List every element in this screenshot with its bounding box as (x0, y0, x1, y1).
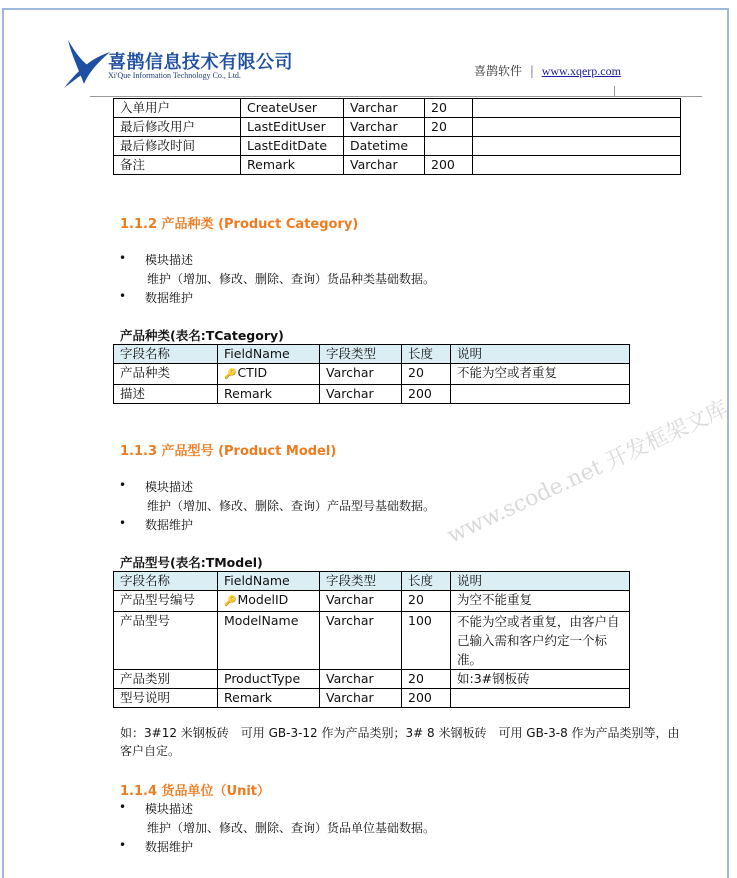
cell: 20 (402, 364, 451, 385)
cell: ModelName (218, 612, 320, 670)
header-cell: 字段类型 (320, 345, 402, 364)
section-heading-1-1-3: 1.1.3 产品型号 (Product Model) (120, 444, 337, 459)
cell: Varchar (320, 364, 402, 385)
cell: 备注 (114, 156, 241, 175)
header-cell: 字段名称 (114, 572, 218, 591)
cell (218, 591, 320, 612)
header-cell: 字段名称 (114, 345, 218, 364)
bullet-item: • 数据维护 (145, 289, 193, 306)
cell: ProductType (218, 670, 320, 689)
description-text: 维护（增加、修改、删除、查询）货品种类基础数据。 (147, 272, 436, 286)
cell: 20 (402, 591, 451, 612)
cell: 产品种类 (114, 364, 218, 385)
header-rule-tick (614, 86, 615, 97)
cell: 为空不能重复 (451, 591, 630, 612)
cell: LastEditDate (241, 137, 344, 156)
cell: 20 (425, 99, 473, 118)
header-cell: 长度 (402, 345, 451, 364)
header-cell: FieldName (218, 572, 320, 591)
cell: Varchar (344, 118, 425, 137)
cell: LastEditUser (241, 118, 344, 137)
table-title: 产品型号(表名:TModel) (120, 555, 263, 570)
cell: 最后修改用户 (114, 118, 241, 137)
cell (425, 137, 473, 156)
company-name-cn: 喜鹊信息技术有限公司 (108, 52, 293, 73)
header-right (474, 62, 621, 79)
cell (473, 118, 681, 137)
separator: | (529, 64, 534, 78)
header-rule (90, 96, 702, 97)
bullet-item: • 模块描述 (145, 251, 193, 268)
watermark: www.scode.net 开发框架文库 (443, 396, 733, 549)
table-row (114, 137, 681, 156)
header-cell: FieldName (218, 345, 320, 364)
header-cell: 字段类型 (320, 572, 402, 591)
cell-text: CTID (237, 365, 268, 380)
header-cell: 说明 (451, 345, 630, 364)
cell: Varchar (320, 591, 402, 612)
section-heading-1-1-4: 1.1.4 货品单位（Unit） (120, 784, 271, 799)
table-row (114, 385, 630, 404)
table-row (114, 612, 630, 670)
table-title: 产品种类(表名:TCategory) (120, 328, 284, 343)
table-row (114, 156, 681, 175)
company-name-en: Xi'Que Information Technology Co., Ltd. (108, 71, 241, 80)
cell (473, 156, 681, 175)
bullet-item: • 模块描述 (145, 800, 193, 817)
table-continued (113, 98, 681, 175)
table-row (114, 670, 630, 689)
cell: Remark (241, 156, 344, 175)
section-heading-1-1-2: 1.1.2 产品种类 (Product Category) (120, 217, 359, 232)
cell (451, 385, 630, 404)
cell: 描述 (114, 385, 218, 404)
model-table (113, 571, 630, 708)
cell-text: ModelID (237, 592, 289, 607)
cell: 200 (402, 385, 451, 404)
cell: 产品类别 (114, 670, 218, 689)
cell: 产品型号 (114, 612, 218, 670)
cell: 不能为空或者重复 (451, 364, 630, 385)
header-cell: 长度 (402, 572, 451, 591)
cell: Datetime (344, 137, 425, 156)
header-cell: 说明 (451, 572, 630, 591)
bullet-item: • 数据维护 (145, 838, 193, 855)
cell (473, 137, 681, 156)
cell: 不能为空或者重复，由客户自己输入需和客户约定一个标准。 (451, 612, 630, 670)
cell: Varchar (320, 689, 402, 708)
table-row (114, 591, 630, 612)
magpie-logo-icon (62, 38, 112, 94)
table-row (114, 689, 630, 708)
table-row (114, 99, 681, 118)
cell: CreateUser (241, 99, 344, 118)
table-header-row (114, 572, 630, 591)
cell: 20 (425, 118, 473, 137)
cell (473, 99, 681, 118)
table-row (114, 364, 630, 385)
table-row (114, 118, 681, 137)
cell: 20 (402, 670, 451, 689)
cell: Varchar (344, 156, 425, 175)
cell: 如:3#钢板砖 (451, 670, 630, 689)
cell: Varchar (320, 385, 402, 404)
cell: 200 (402, 689, 451, 708)
cell: 型号说明 (114, 689, 218, 708)
description-text: 维护（增加、修改、删除、查询）货品单位基础数据。 (147, 821, 436, 835)
cell: Remark (218, 385, 320, 404)
cell: 200 (425, 156, 473, 175)
note-paragraph: 如：3#12 米钢板砖 可用 GB-3-12 作为产品类别；3# 8 米钢板砖 可用 GB-3-8 作为产品类别等，由客户自定。 (120, 726, 680, 758)
primary-key-icon: 🔑 (224, 369, 237, 380)
bullet-item: • 模块描述 (145, 478, 193, 495)
bullet-item: • 数据维护 (145, 516, 193, 533)
cell: Remark (218, 689, 320, 708)
cell: 最后修改时间 (114, 137, 241, 156)
category-table (113, 344, 630, 404)
cell: Varchar (344, 99, 425, 118)
description-text: 维护（增加、修改、删除、查询）产品型号基础数据。 (147, 499, 436, 513)
cell: 产品型号编号 (114, 591, 218, 612)
primary-key-icon: 🔑 (224, 596, 237, 607)
cell (451, 689, 630, 708)
software-label: 喜鹊软件 (474, 64, 523, 78)
website-link[interactable]: www.xqerp.com (541, 64, 621, 78)
cell: 100 (402, 612, 451, 670)
cell: Varchar (320, 670, 402, 689)
table-header-row (114, 345, 630, 364)
cell: Varchar (320, 612, 402, 670)
cell (218, 364, 320, 385)
cell: 入单用户 (114, 99, 241, 118)
